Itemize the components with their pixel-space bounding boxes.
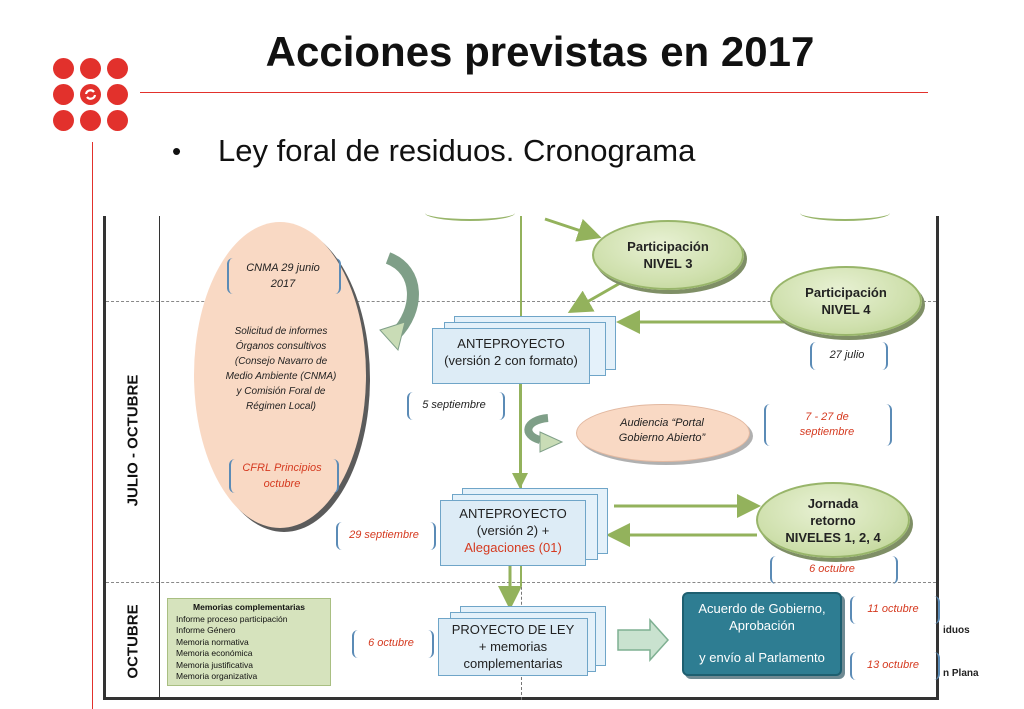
- memorias-item: Memoria justificativa: [176, 659, 253, 670]
- memorias-item: Memoria normativa: [176, 636, 249, 647]
- cnma-date: CNMA 29 junio 2017: [246, 262, 320, 290]
- participacion-4-date: 27 julio: [829, 349, 865, 361]
- audiencia-text: Audiencia “Portal Gobierno Abierto”: [618, 417, 706, 444]
- proyecto-de-ley: [438, 618, 588, 676]
- period-label-octubre: OCTUBRE: [124, 604, 142, 679]
- bullet-text: Ley foral de residuos. Cronograma: [218, 133, 696, 168]
- proyecto-line1: PROYECTO DE LEY: [451, 622, 575, 637]
- participacion-3-line1: Participación: [627, 239, 709, 254]
- anteproyecto-2-line2: (versión 2) +: [476, 523, 550, 538]
- participacion-3-line2: NIVEL 3: [643, 256, 693, 271]
- anteproyecto-1-date: 5 septiembre: [422, 399, 486, 411]
- page-title: Acciones previstas en 2017: [265, 28, 815, 75]
- anteproyecto-1-line1: ANTEPROYECTO: [457, 336, 565, 351]
- proyecto-date: 6 octubre: [368, 637, 414, 649]
- cfrl-text: CFRL Principios octubre: [242, 462, 322, 490]
- memorias-title: Memorias complementarias: [193, 602, 305, 612]
- jornada-line1: Jornada: [807, 495, 859, 511]
- anteproyecto-2: [440, 500, 586, 566]
- anteproyecto-2-line3: Alegaciones (01): [464, 540, 562, 555]
- participacion-4-line2: NIVEL 4: [821, 302, 871, 317]
- acuerdo-box: [682, 592, 842, 676]
- participacion-nivel-4: [770, 266, 922, 336]
- period-label-julio-octubre: JULIO - OCTUBRE: [124, 374, 142, 507]
- anteproyecto-2-line1: ANTEPROYECTO: [459, 506, 567, 521]
- acuerdo-date2: 13 octubre: [867, 659, 919, 671]
- participacion-4-line1: Participación: [805, 285, 887, 300]
- jornada-date: 6 octubre: [809, 563, 855, 575]
- anteproyecto-1: [432, 328, 590, 384]
- proyecto-line3: complementarias: [463, 656, 563, 671]
- anteproyecto-1-line2: (versión 2 con formato): [444, 353, 578, 368]
- cutoff-text-1: iduos: [943, 625, 970, 636]
- bullet-marker: •: [172, 136, 182, 166]
- proyecto-line2: + memorias: [478, 639, 548, 654]
- cnma-body: Solicitud de informes Órganos consultivos (Consejo Navarro de Medio Ambiente (CNMA) y Comisión Foral de Régimen Local): [225, 326, 337, 412]
- acuerdo-line1: Acuerdo de Gobierno,: [698, 601, 826, 616]
- acuerdo-date1: 11 octubre: [867, 603, 919, 615]
- memorias-item: Informe Género: [176, 625, 236, 635]
- acuerdo-line3: y envío al Parlamento: [699, 650, 825, 665]
- cutoff-text-2: n Plana: [943, 668, 979, 679]
- participacion-nivel-3: [592, 220, 744, 290]
- memorias-item: Informe proceso participación: [176, 613, 288, 624]
- memorias-box: [167, 598, 331, 686]
- acuerdo-line2: Aprobación: [729, 618, 795, 633]
- jornada-retorno: [756, 482, 910, 558]
- jornada-line3: NIVELES 1, 2, 4: [785, 529, 881, 545]
- memorias-item: Memoria organizativa: [176, 671, 258, 681]
- jornada-line2: retorno: [810, 512, 856, 528]
- memorias-item: Memoria económica: [176, 648, 253, 658]
- anteproyecto-2-date: 29 septiembre: [349, 529, 419, 541]
- audiencia-date: 7 - 27 de septiembre: [799, 411, 855, 438]
